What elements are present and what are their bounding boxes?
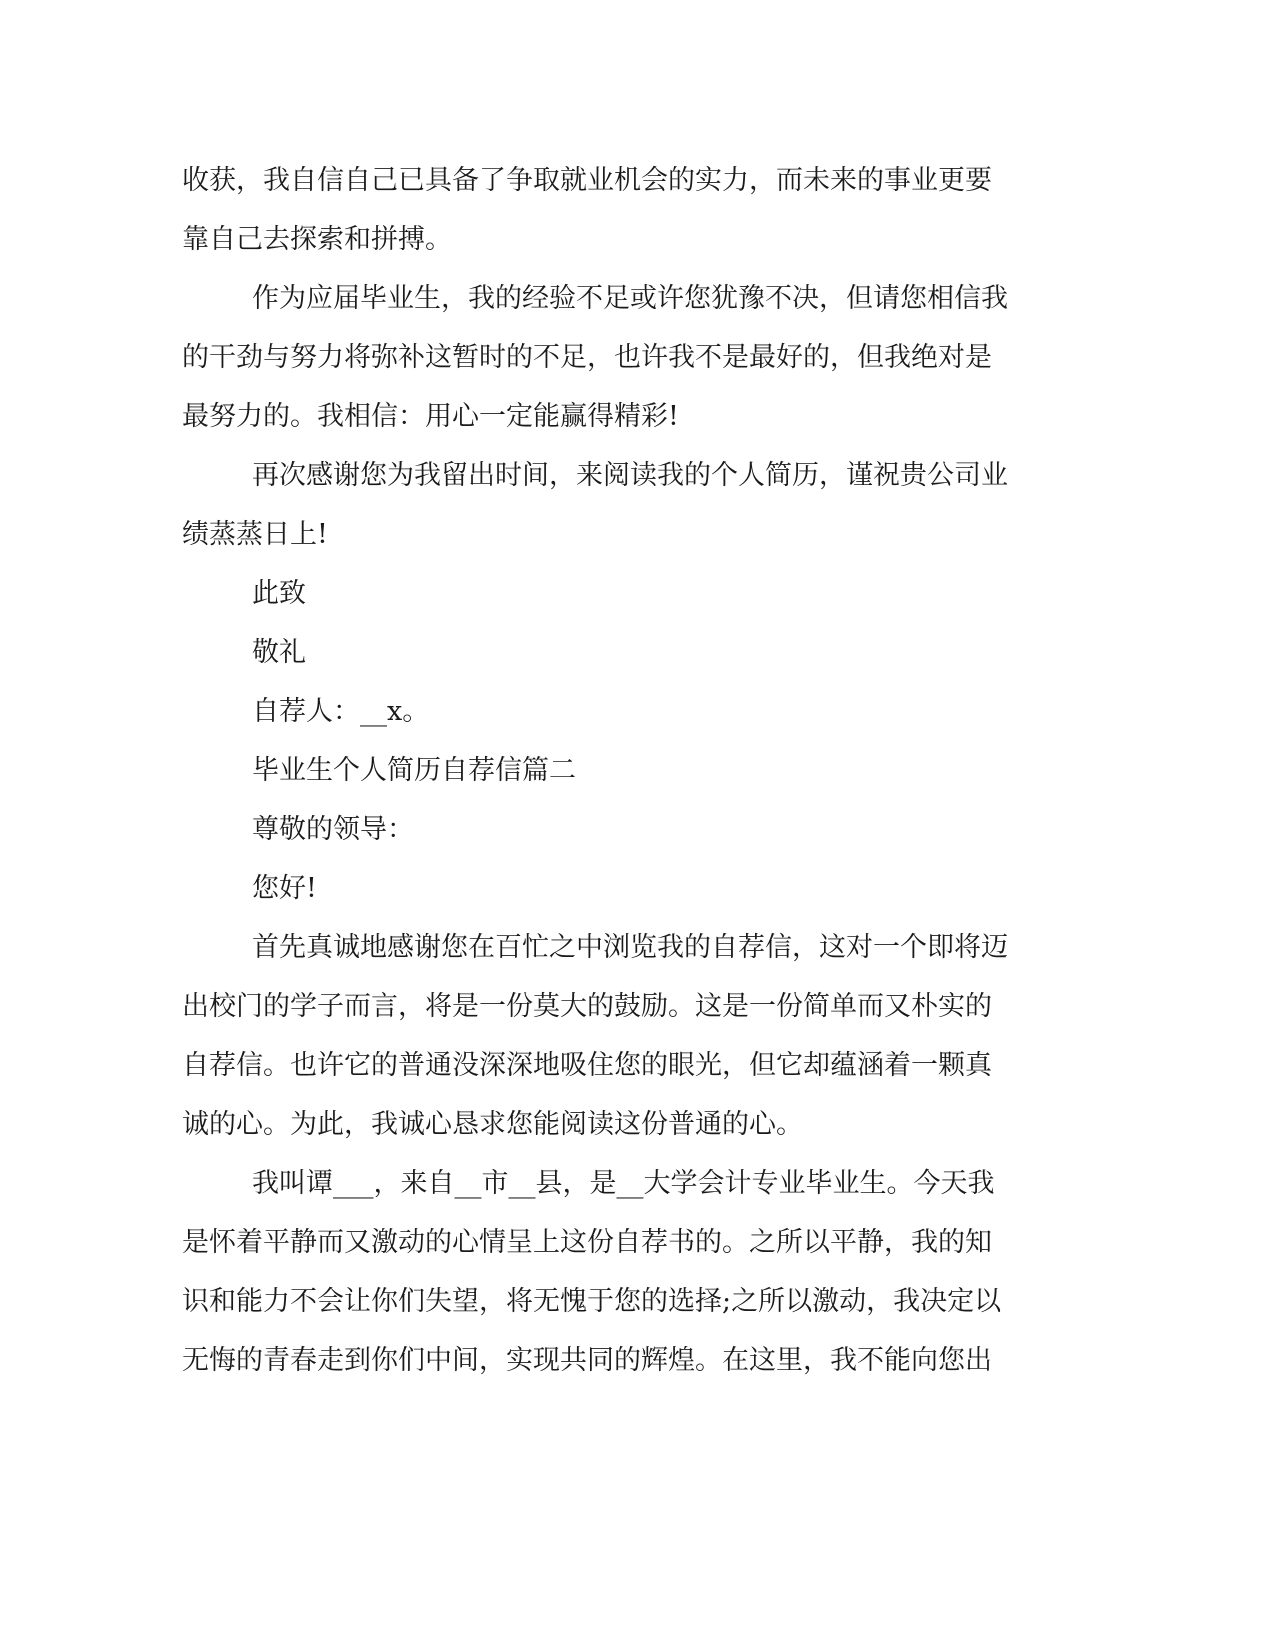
- closing-regards: 敬礼: [252, 637, 306, 668]
- text-line: 我叫谭___，来自__市__县，是__大学会计专业毕业生。今天我: [252, 1168, 995, 1199]
- text-line: 无悔的青春走到你们中间，实现共同的辉煌。在这里，我不能向您出: [182, 1345, 992, 1376]
- text-line: 作为应届毕业生，我的经验不足或许您犹豫不决，但请您相信我: [252, 283, 1008, 314]
- text-line: 首先真诚地感谢您在百忙之中浏览我的自荐信，这对一个即将迈: [252, 932, 1008, 963]
- signature-line: 自荐人：__x。: [252, 696, 430, 727]
- text-line: 是怀着平静而又激动的心情呈上这份自荐书的。之所以平静，我的知: [182, 1227, 992, 1258]
- closing-salutation: 此致: [252, 578, 306, 609]
- text-line: 的干劲与努力将弥补这暂时的不足，也许我不是最好的，但我绝对是: [182, 342, 992, 373]
- section-title: 毕业生个人简历自荐信篇二: [252, 755, 576, 786]
- text-line: 绩蒸蒸日上!: [182, 519, 328, 550]
- text-line: 识和能力不会让你们失望，将无愧于您的选择;之所以激动，我决定以: [182, 1286, 1002, 1317]
- text-line: 自荐信。也许它的普通没深深地吸住您的眼光，但它却蕴涵着一颗真: [182, 1050, 992, 1081]
- text-line: 收获，我自信自己已具备了争取就业机会的实力，而未来的事业更要: [182, 165, 992, 196]
- text-line: 诚的心。为此，我诚心恳求您能阅读这份普通的心。: [182, 1109, 803, 1140]
- text-line: 再次感谢您为我留出时间，来阅读我的个人简历，谨祝贵公司业: [252, 460, 1008, 491]
- greeting-line: 您好!: [252, 873, 317, 904]
- text-line: 靠自己去探索和拼搏。: [182, 224, 452, 255]
- greeting-line: 尊敬的领导：: [252, 814, 414, 845]
- text-line: 出校门的学子而言，将是一份莫大的鼓励。这是一份简单而又朴实的: [182, 991, 992, 1022]
- text-line: 最努力的。我相信：用心一定能赢得精彩!: [182, 401, 679, 432]
